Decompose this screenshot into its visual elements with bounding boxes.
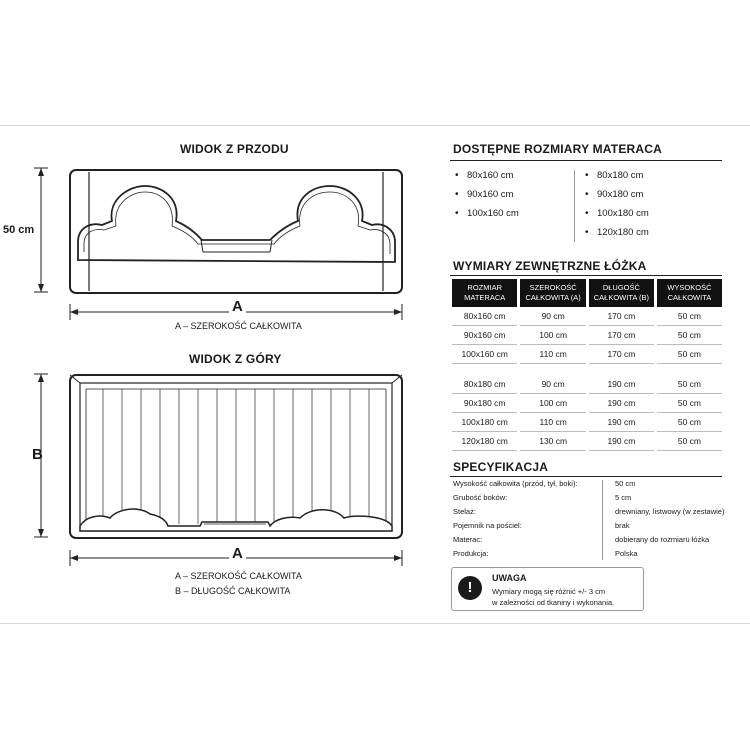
table-cell: 50 cm (657, 413, 722, 432)
table-cell: 110 cm (520, 345, 586, 364)
table-cell: 170 cm (589, 307, 654, 326)
specs-list (453, 479, 733, 563)
mattress-size-item: • 100x180 cm (585, 204, 649, 223)
header-mattress-size: ROZMIAR MATERACA (452, 279, 517, 307)
table-cell: 190 cm (589, 375, 654, 394)
spec-key: Stelaż: (453, 507, 476, 516)
table-cell: 130 cm (520, 432, 586, 451)
spec-key: Pojemnik na pościel: (453, 521, 522, 530)
table-cell: 90 cm (520, 375, 586, 394)
top-width-label: A (229, 545, 246, 562)
spec-key: Materac: (453, 535, 483, 544)
spec-row (453, 549, 723, 563)
header-total-height: WYSOKOŚĆ CAŁKOWITA (657, 279, 722, 307)
table-cell: 190 cm (589, 413, 654, 432)
spec-value: dobierany do rozmiaru łóżka (615, 535, 710, 544)
mattress-sizes-title: DOSTĘPNE ROZMIARY MATERACA (453, 142, 662, 156)
outer-dims-table (449, 279, 725, 451)
mattress-size-item: • 90x160 cm (455, 185, 519, 204)
table-cell: 50 cm (657, 345, 722, 364)
table-row (452, 307, 722, 326)
warning-line-2: w zależności od tkaniny i wykonania. (492, 598, 615, 607)
outer-dims-title: WYMIARY ZEWNĘTRZNE ŁÓŻKA (453, 259, 647, 273)
table-row (452, 345, 722, 364)
mattress-sizes-underline (450, 160, 722, 161)
table-row (452, 326, 722, 345)
warning-title: UWAGA (492, 573, 527, 583)
spec-key: Wysokość całkowita (przód, tył, boki): (453, 479, 578, 488)
table-cell: 170 cm (589, 326, 654, 345)
table-cell: 50 cm (657, 394, 722, 413)
table-cell: 90 cm (520, 307, 586, 326)
spec-row (453, 521, 723, 535)
top-legend-a: A – SZEROKOŚĆ CAŁKOWITA (175, 571, 302, 581)
mattress-sizes-right (585, 166, 649, 242)
spec-row (453, 479, 723, 493)
spec-value: Polska (615, 549, 638, 558)
mattress-sizes-divider (574, 170, 575, 242)
table-gap (452, 364, 722, 375)
table-row (452, 432, 722, 451)
table-cell: 100x180 cm (452, 413, 517, 432)
warning-box (451, 567, 644, 611)
top-view-title: WIDOK Z GÓRY (189, 352, 282, 366)
warning-text (492, 586, 642, 608)
table-cell: 50 cm (657, 307, 722, 326)
front-legend-a: A – SZEROKOŚĆ CAŁKOWITA (175, 321, 302, 331)
mattress-sizes-left (455, 166, 519, 223)
spec-value: drewniany, listwowy (w zestawie) (615, 507, 725, 516)
table-cell: 50 cm (657, 375, 722, 394)
table-cell: 90x160 cm (452, 326, 517, 345)
spec-key: Grubość boków: (453, 493, 508, 502)
table-cell: 170 cm (589, 345, 654, 364)
front-width-label: A (229, 298, 246, 315)
warning-line-1: Wymiary mogą się różnić +/- 3 cm (492, 587, 606, 596)
spec-value: 5 cm (615, 493, 632, 502)
table-cell: 190 cm (589, 394, 654, 413)
front-height-label: 50 cm (3, 224, 35, 236)
table-cell: 80x160 cm (452, 307, 517, 326)
specs-underline (450, 476, 722, 477)
table-cell: 190 cm (589, 432, 654, 451)
front-view-title: WIDOK Z PRZODU (180, 142, 289, 156)
spec-row (453, 493, 723, 507)
spec-key: Produkcja: (453, 549, 489, 558)
mattress-size-item: • 80x180 cm (585, 166, 649, 185)
mattress-size-item: • 120x180 cm (585, 223, 649, 242)
table-cell: 120x180 cm (452, 432, 517, 451)
specs-title: SPECYFIKACJA (453, 460, 549, 474)
header-total-width: SZEROKOŚĆ CAŁKOWITA (A) (520, 279, 586, 307)
exclamation-icon: ! (458, 576, 482, 600)
table-cell: 110 cm (520, 413, 586, 432)
header-total-length: DŁUGOŚĆ CAŁKOWITA (B) (589, 279, 654, 307)
table-row (452, 413, 722, 432)
table-cell: 100 cm (520, 326, 586, 345)
table-cell: 100x160 cm (452, 345, 517, 364)
spec-row (453, 535, 723, 549)
mattress-size-item: • 100x160 cm (455, 204, 519, 223)
spec-value: 50 cm (615, 479, 636, 488)
table-row (452, 375, 722, 394)
top-legend-b: B – DŁUGOŚĆ CAŁKOWITA (175, 586, 291, 596)
table-cell: 50 cm (657, 326, 722, 345)
table-row (452, 394, 722, 413)
spec-value: brak (615, 521, 630, 530)
table-cell: 50 cm (657, 432, 722, 451)
table-cell: 100 cm (520, 394, 586, 413)
table-cell: 80x180 cm (452, 375, 517, 394)
top-length-label: B (32, 446, 43, 463)
mattress-size-item: • 90x180 cm (585, 185, 649, 204)
outer-dims-underline (450, 275, 722, 276)
spec-row (453, 507, 723, 521)
table-cell: 90x180 cm (452, 394, 517, 413)
mattress-size-item: • 80x160 cm (455, 166, 519, 185)
